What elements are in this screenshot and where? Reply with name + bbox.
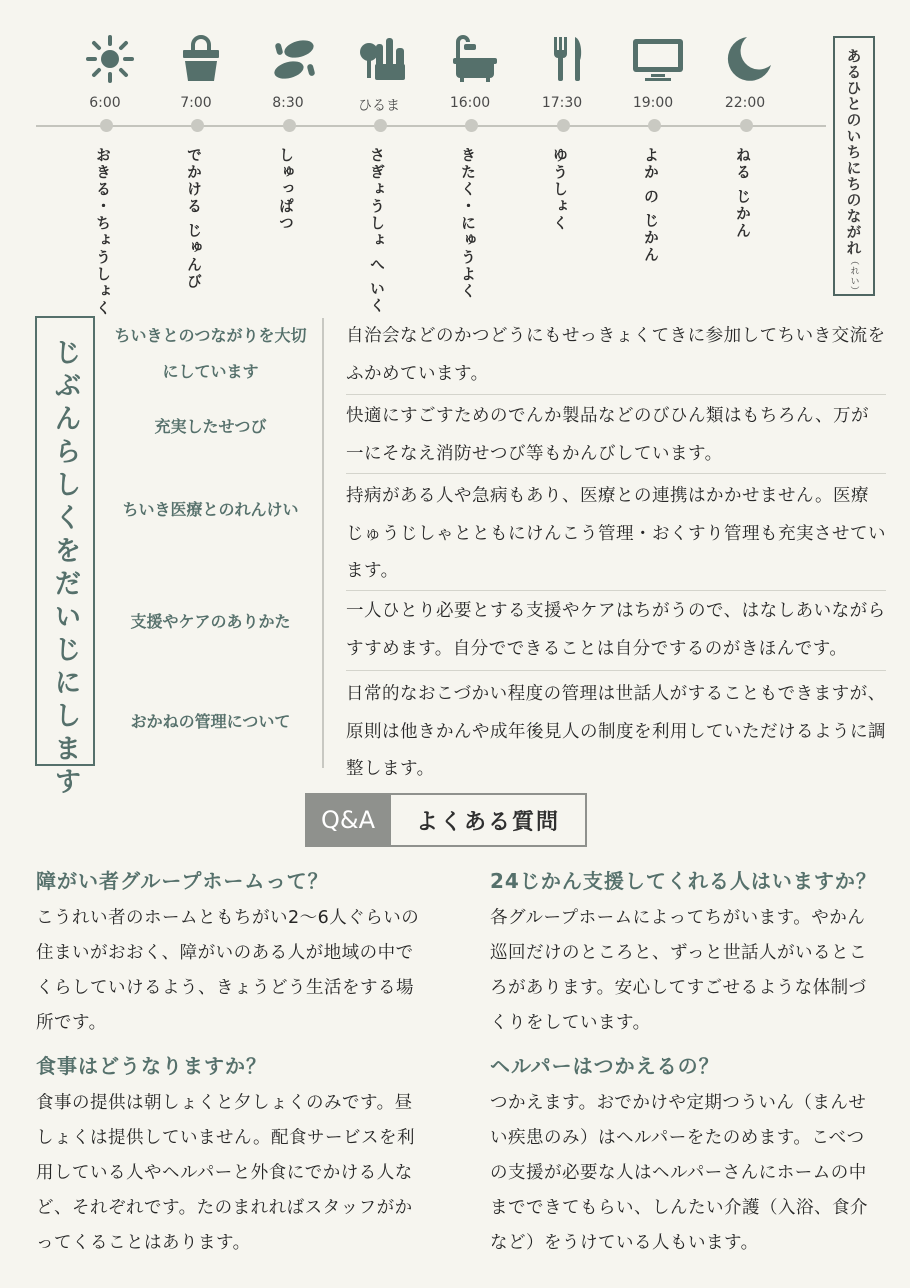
qa-answer: こうれい者のホームともちがい2〜6人ぐらいの住まいがおおく、障がいのある人が地域の中でくらしていけるよう、きょうどう生活をする場所です。 [36,908,420,1033]
feature-body: 自治会などのかつどうにもせっきょくてきに参加してちいき交流をふかめています。 [346,326,886,384]
timeline-dot [100,119,113,132]
timeline-label: でかける じゅんび [185,147,203,291]
qa-badge: Q&A [305,793,391,847]
timeline-time: 7:00 [180,95,212,111]
timeline-time: 17:30 [541,95,583,111]
feature-separator [346,670,886,671]
timeline-label: しゅっぱつ [277,147,295,232]
feature-heading: おかねの管理について [130,712,291,731]
qa-answer: 各グループホームによってちがいます。やかん巡回だけのところと、ずっと世話人がいるところがあります。安心してすごせるような体制づくりをしています。 [490,908,867,1033]
feature-heading: 支援やケアのありかた [130,612,291,631]
feature-separator [346,394,886,395]
qa-header [305,793,587,847]
qa-answer: つかえます。おでかけや定期つういん（まんせい疾患のみ）はヘルパーをたのめます。こべつの支援が必要な人はヘルパーさんにホームの中までできてもらい、しんたい介護（入浴、食介など）をうけている人もいます。 [490,1093,868,1253]
features-title-box [35,316,95,800]
feature-heading: ちいき医療とのれんけい [122,500,299,519]
qa-item [36,867,426,1041]
bag-icon [176,34,226,84]
timeline-dot [191,119,204,132]
timeline-line [36,125,826,127]
sun-icon [85,34,135,84]
feature-body: 一人ひとり必要とする支援やケアはちがうので、はなしあいながらすすめます。自分でできることは自分でするのがきほんです。 [346,601,886,659]
moon-icon [725,34,775,84]
timeline-label: ゆうしょく [551,147,569,232]
feature-body: 快適にすごすためのでんか製品などのびひん類はもちろん、万が一にそなえ消防せつび等もかんびしています。 [346,406,870,464]
features-title: じぶんらしくをだいじにします [49,338,81,800]
factory-icon [359,34,409,84]
timeline-label: きたく・にゅうよく [459,147,477,300]
daily-flow-title-box [833,36,875,296]
bath-icon [450,34,500,84]
footprints-icon [268,34,318,84]
feature-heading: ちいきとのつながりを大切にしています [114,326,307,381]
features-divider [322,318,324,768]
timeline-dot [557,119,570,132]
timeline-time: 6:00 [89,95,121,111]
tv-icon [633,34,683,84]
qa-item [490,1052,880,1261]
feature-body: 日常的なおこづかい程度の管理は世話人がすることもできますが、原則は他きかんや成年後見人の制度を利用していただけるように調整します。 [346,684,886,779]
daily-flow-title: あるひとのいちにちのながれ（れい） [844,48,863,296]
qa-item [36,1052,426,1261]
timeline-dot [648,119,661,132]
feature-heading: 充実したせつび [154,417,267,436]
daily-flow-note: （れい） [848,256,859,296]
timeline-label: ねる じかん [734,147,752,240]
timeline-label: さぎょうしょ へ いく [368,147,386,315]
qa-item [490,867,880,1041]
timeline-label: よか の じかん [642,147,660,264]
qa-question: 24じかん支援してくれる人はいますか？ [490,869,877,893]
fork-knife-icon [542,34,592,84]
timeline-time: ひるま [358,98,400,114]
timeline-dot [283,119,296,132]
qa-title: よくある質問 [391,793,587,847]
timeline-time: 8:30 [272,95,304,111]
timeline-time: 19:00 [632,95,674,111]
timeline-time: 16:00 [449,95,491,111]
timeline-dot [465,119,478,132]
feature-separator [346,473,886,474]
qa-question: 障がい者グループホームって？ [36,869,329,893]
timeline-time: 22:00 [724,95,766,111]
timeline-dot [740,119,753,132]
qa-question: 食事はどうなりますか？ [36,1054,267,1078]
timeline-label: おきる・ちょうしょく [94,147,112,317]
qa-answer: 食事の提供は朝しょくと夕しょくのみです。昼しょくは提供していません。配食サービスを利用している人やヘルパーと外食にでかける人など、それぞれです。たのまれればスタッフがかってくることはあります。 [36,1093,416,1253]
feature-separator [346,590,886,591]
feature-body: 持病がある人や急病もあり、医療との連携はかかせません。医療じゅうじしゃとともにけんこう管理・おくすり管理も充実させています。 [346,486,886,581]
timeline-dot [374,119,387,132]
qa-question: ヘルパーはつかえるの？ [490,1054,720,1078]
